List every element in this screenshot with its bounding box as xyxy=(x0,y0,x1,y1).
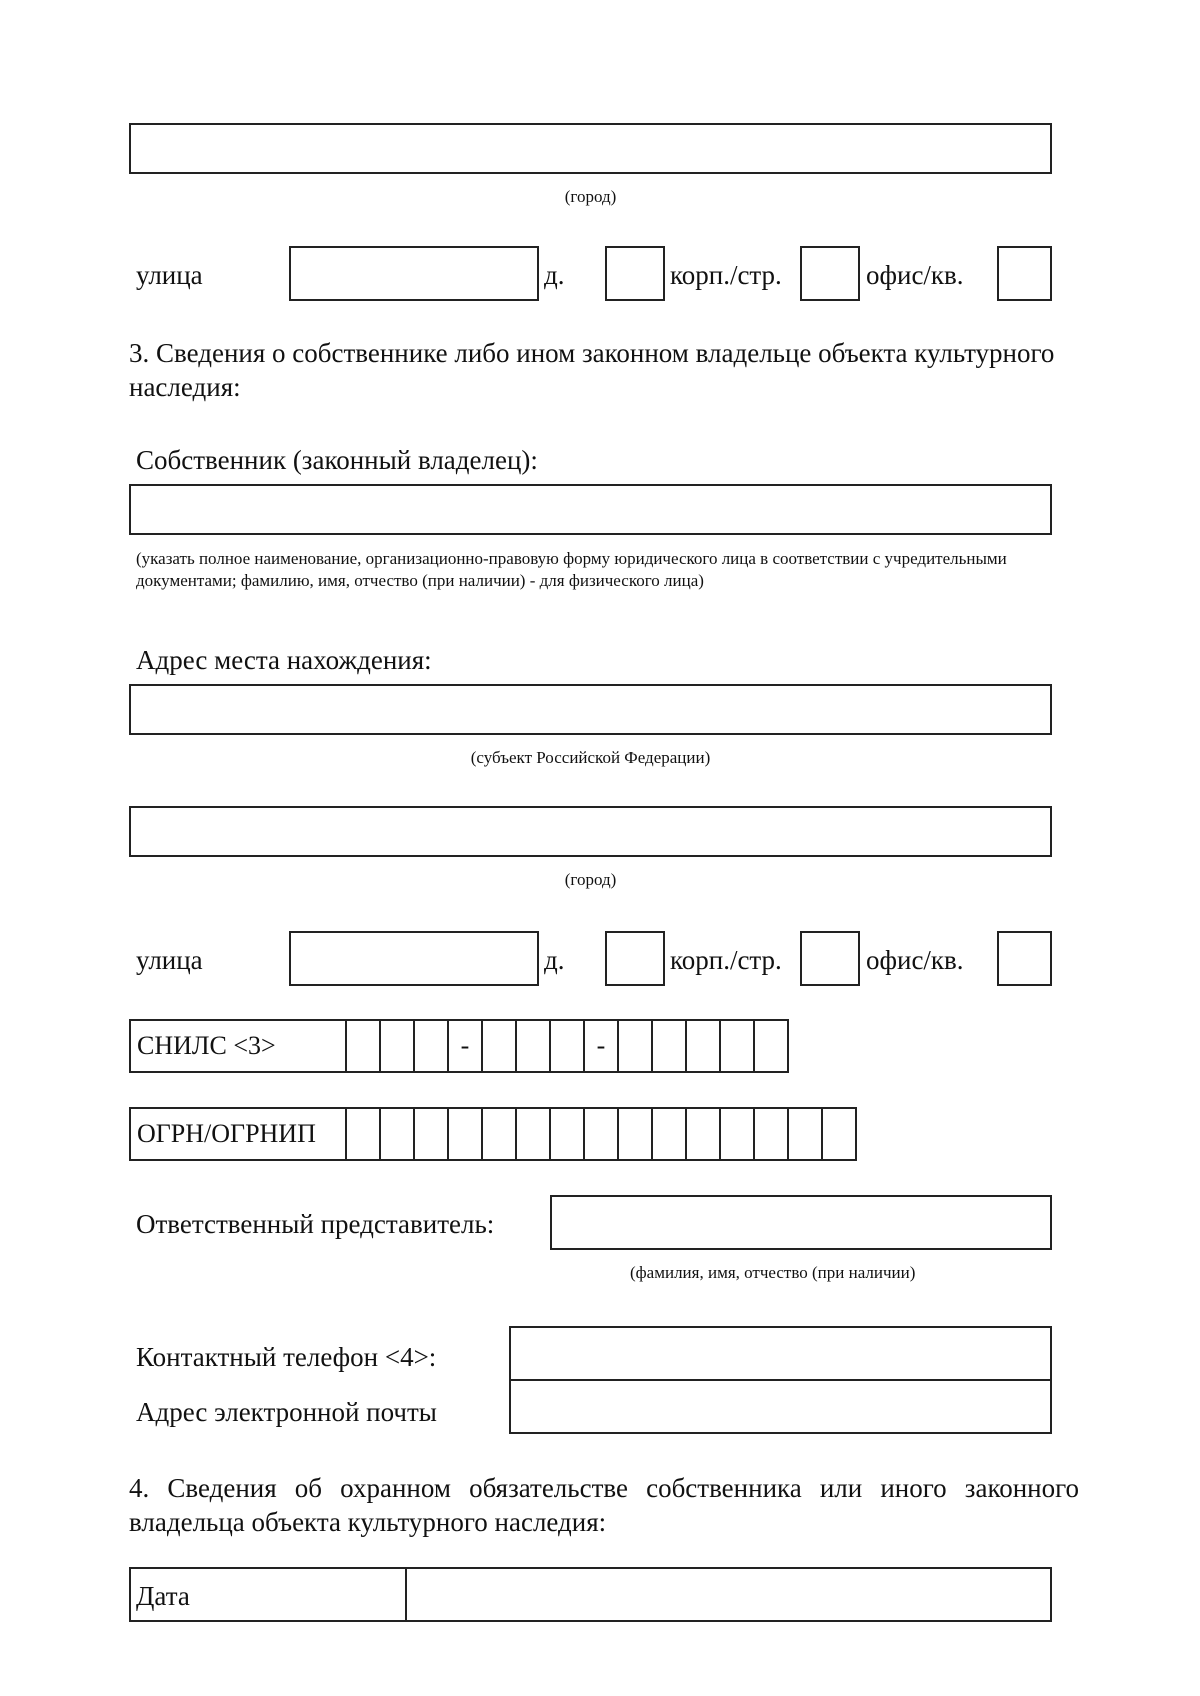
office-field-top[interactable] xyxy=(997,246,1052,301)
owner-label: Собственник (законный владелец): xyxy=(136,445,538,475)
email-field[interactable] xyxy=(509,1379,1052,1434)
phone-field[interactable] xyxy=(509,1326,1052,1381)
ogrn-digit-cell[interactable] xyxy=(617,1109,651,1159)
ogrn-digit-cell[interactable] xyxy=(651,1109,685,1159)
snils-digit-cell[interactable] xyxy=(719,1021,753,1071)
snils-digit-cell[interactable] xyxy=(685,1021,719,1071)
date-divider xyxy=(405,1567,407,1622)
snils-dash: - xyxy=(583,1021,617,1071)
snils-digit-cell[interactable] xyxy=(651,1021,685,1071)
email-label: Адрес электронной почты xyxy=(136,1397,437,1427)
ogrn-digit-cell[interactable] xyxy=(345,1109,379,1159)
snils-label: СНИЛС <3> xyxy=(137,1031,276,1060)
city-caption: (город) xyxy=(564,870,617,889)
ogrn-digit-cell[interactable] xyxy=(753,1109,787,1159)
office-label: офис/кв. xyxy=(866,945,964,975)
ogrn-digit-cell[interactable] xyxy=(583,1109,617,1159)
house-field[interactable] xyxy=(605,931,665,986)
date-field[interactable] xyxy=(408,1569,1050,1620)
phone-label: Контактный телефон <4>: xyxy=(136,1342,437,1372)
ogrn-digit-cell[interactable] xyxy=(481,1109,515,1159)
section3-title: 3. Сведения о собственнике либо ином законном владельце объекта культурного наследия: xyxy=(129,338,1055,402)
snils-digit-cell[interactable] xyxy=(413,1021,447,1071)
representative-label: Ответственный представитель: xyxy=(136,1209,495,1239)
ogrn-digit-cell[interactable] xyxy=(549,1109,583,1159)
snils-digit-cell[interactable] xyxy=(515,1021,549,1071)
snils-digit-cell[interactable] xyxy=(617,1021,651,1071)
building-field-top[interactable] xyxy=(800,246,860,301)
ogrn-digit-cell[interactable] xyxy=(515,1109,549,1159)
house-field-top[interactable] xyxy=(605,246,665,301)
street-field[interactable] xyxy=(289,931,539,986)
ogrn-digit-cell[interactable] xyxy=(413,1109,447,1159)
street-field-top[interactable] xyxy=(289,246,539,301)
street-label-top: улица xyxy=(136,260,203,290)
ogrn-row xyxy=(129,1107,857,1161)
snils-digit-cell[interactable] xyxy=(379,1021,413,1071)
ogrn-label: ОГРН/ОГРНИП xyxy=(137,1119,316,1148)
city-field-top[interactable] xyxy=(129,123,1052,174)
address-label: Адрес места нахождения: xyxy=(136,645,432,675)
snils-row xyxy=(129,1019,789,1073)
house-label: д. xyxy=(544,945,565,975)
office-field[interactable] xyxy=(997,931,1052,986)
section4-title: 4. Сведения об охранном обязательстве собственника или иного законного владельца объекта культурного наследия: xyxy=(129,1473,1079,1537)
building-label: корп./стр. xyxy=(670,945,782,975)
ogrn-digit-cell[interactable] xyxy=(719,1109,753,1159)
building-label-top: корп./стр. xyxy=(670,260,782,290)
snils-digit-cell[interactable] xyxy=(481,1021,515,1071)
building-field[interactable] xyxy=(800,931,860,986)
subject-caption: (субъект Российской Федерации) xyxy=(470,748,711,767)
owner-field[interactable] xyxy=(129,484,1052,535)
subject-field[interactable] xyxy=(129,684,1052,735)
house-label-top: д. xyxy=(544,260,565,290)
city-field[interactable] xyxy=(129,806,1052,857)
snils-dash: - xyxy=(447,1021,481,1071)
ogrn-digit-cell[interactable] xyxy=(447,1109,481,1159)
street-label: улица xyxy=(136,945,203,975)
ogrn-digit-cell[interactable] xyxy=(821,1109,855,1159)
representative-field[interactable] xyxy=(550,1195,1052,1250)
representative-caption: (фамилия, имя, отчество (при наличии) xyxy=(630,1263,916,1282)
ogrn-digit-cell[interactable] xyxy=(685,1109,719,1159)
ogrn-digit-cell[interactable] xyxy=(787,1109,821,1159)
date-label: Дата xyxy=(136,1581,190,1611)
office-label-top: офис/кв. xyxy=(866,260,964,290)
city-caption-top: (город) xyxy=(564,187,617,206)
ogrn-digit-cell[interactable] xyxy=(379,1109,413,1159)
snils-digit-cell[interactable] xyxy=(345,1021,379,1071)
snils-digit-cell[interactable] xyxy=(753,1021,787,1071)
owner-caption: (указать полное наименование, организационно-правовую форму юридического лица в соответствии с учредительными документами; фамилию, имя, отчество (при наличии) - для физического лица) xyxy=(136,549,1007,590)
snils-digit-cell[interactable] xyxy=(549,1021,583,1071)
